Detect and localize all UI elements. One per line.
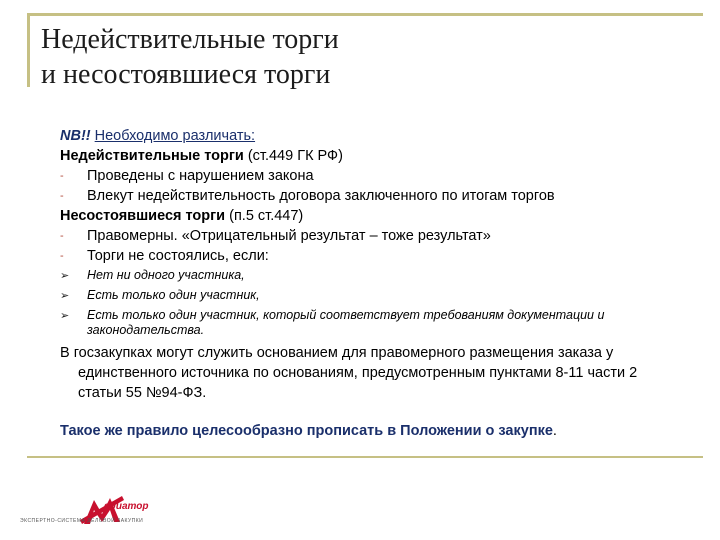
failed-ref: (п.5 ст.447) [225, 208, 304, 224]
nb-text: Необходимо различать: [94, 128, 256, 144]
logo-tagline: ЭКСПЕРТНО-СИСТЕМА ДЕЛОВОЙ ЗАКУПКИ [20, 518, 144, 524]
final-note-text: Такое же правило целесообразно прописать в Положении о закупке [60, 423, 553, 439]
frame-bottom-line [27, 456, 703, 458]
condition-item [60, 308, 675, 338]
nb-label: NB!! [60, 128, 91, 144]
arrow-bullet-icon: ➢ [60, 290, 70, 302]
failed-term: Несостоявшиеся торги [60, 208, 226, 224]
failed-item-text: Правомерны. «Отрицательный результат – тоже результат» [87, 228, 491, 244]
condition-text: Есть только один участник, который соответствует требованиям документации и законодательства. [87, 308, 605, 337]
dash-marker: - [60, 250, 64, 262]
condition-item [60, 288, 675, 303]
invalid-term: Недействительные торги [60, 148, 244, 164]
slide-body [60, 126, 675, 441]
failed-item-1 [60, 226, 675, 246]
invalid-item-text: Проведены с нарушением закона [87, 168, 314, 184]
condition-text: Есть только один участник, [87, 288, 260, 302]
logo-name: едиатор [104, 501, 149, 512]
dash-marker: - [60, 230, 64, 242]
frame-top-line [27, 13, 703, 16]
nb-line [60, 126, 675, 146]
invalid-ref: (ст.449 ГК РФ) [243, 148, 343, 164]
arrow-bullet-icon: ➢ [60, 310, 70, 322]
slide-title [41, 22, 681, 92]
invalid-item-text: Влекут недействительность договора заключенного по итогам торгов [87, 188, 555, 204]
failed-item-text: Торги не состоялись, если: [87, 248, 269, 264]
invalid-item-1 [60, 166, 675, 186]
title-line-2: и несостоявшиеся торги [41, 59, 331, 90]
failed-item-2 [60, 246, 675, 266]
condition-text: Нет ни одного участника, [87, 268, 245, 282]
conditions-list [60, 268, 675, 338]
arrow-bullet-icon: ➢ [60, 270, 70, 282]
final-note-end: . [552, 423, 557, 439]
invalid-item-2 [60, 186, 675, 206]
title-line-1: Недействительные торги [41, 24, 339, 55]
condition-item [60, 268, 675, 283]
invalid-heading [60, 146, 675, 166]
failed-heading [60, 206, 675, 226]
frame-left-line [27, 13, 30, 87]
gos-paragraph: В госзакупках могут служить основанием для правомерного размещения заказа у единственного источника по основаниям, предусмотренным пунктами 8-11 части 2 статьи 55 №94-ФЗ. [60, 345, 638, 401]
dash-marker: - [60, 170, 64, 182]
final-note [60, 421, 675, 441]
dash-marker: - [60, 190, 64, 202]
